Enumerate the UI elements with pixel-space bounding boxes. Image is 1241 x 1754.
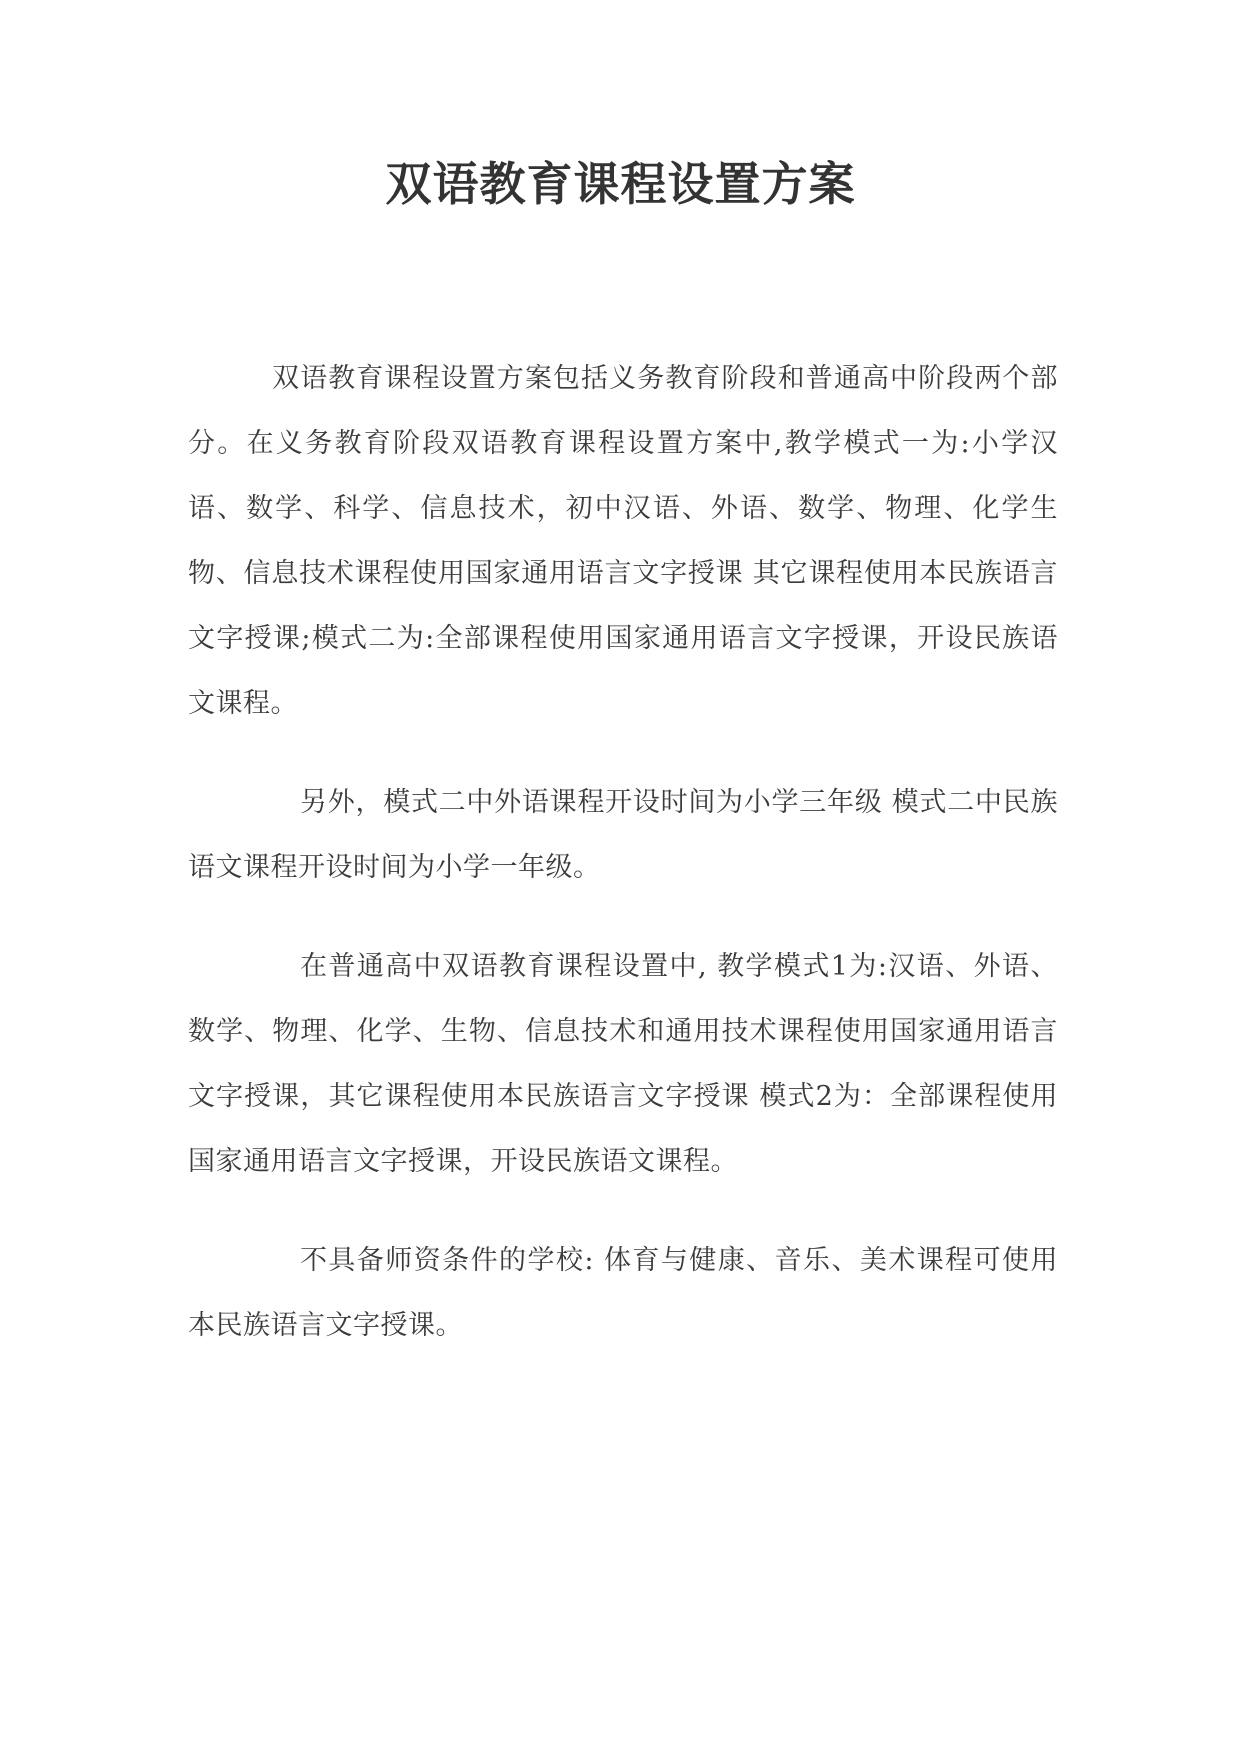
document-title: 双语教育课程设置方案 xyxy=(385,157,856,211)
paragraph-1: 双语教育课程设置方案包括义务教育阶段和普通高中阶段两个部分。在义务教育阶段双语教育课程设置方案中,教学模式一为:小学汉语、数学、科学、信息技术，初中汉语、外语、数学、物理、化学生物、信息技术课程使用国家通用语言文字授课 其它课程使用本民族语言文字授课;模式二为:全部课程使用国家通用语言文字授课，开设民族语文课程。 xyxy=(188,363,1058,719)
paragraph-3: 在普通高中双语教育课程设置中, 教学模式1为:汉语、外语、数学、物理、化学、生物、信息技术和通用技术课程使用国家通用语言文字授课，其它课程使用本民族语言文字授课 模式2为：全部课程使用国家通用语言文字授课，开设民族语文课程。 xyxy=(188,951,1058,1177)
paragraph-2: 另外，模式二中外语课程开设时间为小学三年级 模式二中民族语文课程开设时间为小学一年级。 xyxy=(188,787,1058,883)
document-body xyxy=(188,346,1058,1392)
paragraph-4: 不具备师资条件的学校: 体育与健康、音乐、美术课程可使用本民族语言文字授课。 xyxy=(188,1245,1058,1341)
